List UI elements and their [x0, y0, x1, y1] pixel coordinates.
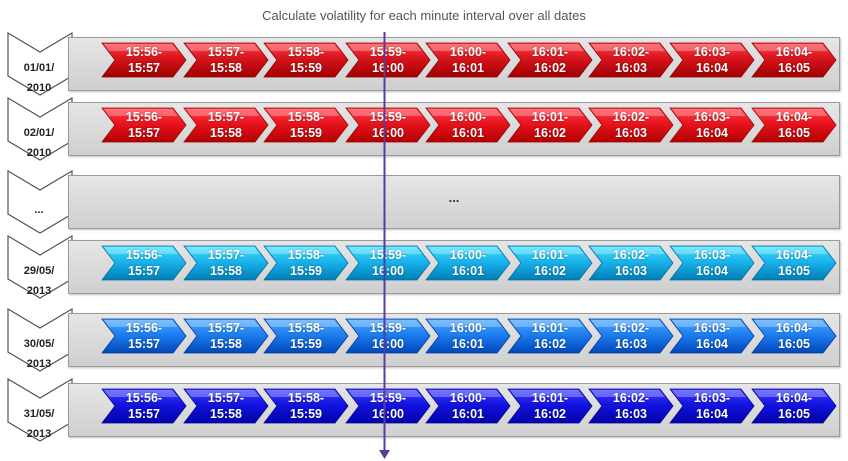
interval-arrow [751, 318, 837, 354]
interval-end: 16:05 [778, 407, 810, 421]
interval-start: 15:59- [369, 110, 407, 124]
interval-label [263, 390, 349, 422]
interval-start: 15:56- [125, 391, 163, 405]
interval-arrow [101, 388, 187, 424]
interval-start: 16:00- [449, 45, 487, 59]
interval-start: 16:02- [612, 45, 650, 59]
interval-arrow [183, 42, 269, 78]
interval-arrow [669, 318, 755, 354]
interval-arrow [588, 42, 674, 78]
interval-end: 16:04 [696, 407, 728, 421]
interval-start: 16:01- [531, 391, 569, 405]
interval-label [588, 320, 674, 352]
date-row [0, 378, 848, 443]
interval-start: 15:56- [125, 45, 163, 59]
interval-arrow [588, 388, 674, 424]
interval-end: 15:59 [290, 61, 322, 75]
interval-arrow [101, 42, 187, 78]
interval-start: 16:04- [775, 110, 813, 124]
ellipsis-text: ... [448, 190, 460, 205]
interval-end: 16:04 [696, 61, 728, 75]
interval-arrow [507, 245, 593, 281]
interval-end: 16:02 [534, 337, 566, 351]
interval-start: 16:03- [693, 110, 731, 124]
interval-start: 16:00- [449, 248, 487, 262]
interval-label [751, 390, 837, 422]
interval-arrow [263, 107, 349, 143]
interval-start: 16:00- [449, 321, 487, 335]
interval-end: 16:00 [372, 264, 404, 278]
interval-label [183, 320, 269, 352]
interval-arrow [751, 42, 837, 78]
interval-start: 16:03- [693, 248, 731, 262]
interval-start: 15:59- [369, 248, 407, 262]
interval-start: 16:04- [775, 248, 813, 262]
interval-arrow [263, 245, 349, 281]
interval-arrow [101, 245, 187, 281]
interval-label [425, 44, 511, 76]
interval-arrow [669, 107, 755, 143]
interval-start: 15:58- [287, 321, 325, 335]
interval-label [588, 109, 674, 141]
interval-label [425, 247, 511, 279]
interval-arrow [345, 107, 431, 143]
interval-arrow [751, 388, 837, 424]
interval-start: 16:00- [449, 110, 487, 124]
interval-end: 16:00 [372, 126, 404, 140]
interval-arrow [263, 42, 349, 78]
interval-start: 15:59- [369, 391, 407, 405]
interval-label [588, 44, 674, 76]
interval-band [68, 102, 840, 156]
interval-arrow [183, 245, 269, 281]
interval-arrow [751, 107, 837, 143]
interval-label [425, 390, 511, 422]
interval-start: 16:01- [531, 321, 569, 335]
interval-start: 16:02- [612, 110, 650, 124]
interval-end: 16:02 [534, 407, 566, 421]
interval-end: 16:03 [615, 407, 647, 421]
interval-arrow [669, 42, 755, 78]
interval-start: 16:04- [775, 321, 813, 335]
interval-arrow [425, 388, 511, 424]
interval-start: 15:58- [287, 45, 325, 59]
interval-label [101, 247, 187, 279]
interval-label [345, 109, 431, 141]
interval-end: 16:02 [534, 126, 566, 140]
interval-start: 15:58- [287, 391, 325, 405]
interval-arrow [425, 107, 511, 143]
interval-start: 15:57- [207, 110, 245, 124]
date-label-top: 29/05/ [23, 265, 55, 277]
interval-end: 15:59 [290, 126, 322, 140]
date-label-top: 02/01/ [23, 127, 55, 139]
interval-arrow [263, 318, 349, 354]
interval-label [669, 44, 755, 76]
interval-start: 16:03- [693, 321, 731, 335]
date-label-top: 31/05/ [23, 408, 55, 420]
interval-end: 16:01 [452, 61, 484, 75]
interval-label [101, 390, 187, 422]
interval-label [101, 320, 187, 352]
interval-arrow [101, 318, 187, 354]
interval-start: 15:57- [207, 391, 245, 405]
interval-band [68, 383, 840, 437]
interval-start: 15:56- [125, 110, 163, 124]
interval-band [68, 313, 840, 367]
interval-end: 16:05 [778, 61, 810, 75]
date-row [0, 32, 848, 97]
interval-start: 15:57- [207, 248, 245, 262]
interval-end: 15:59 [290, 407, 322, 421]
interval-arrow [183, 318, 269, 354]
interval-arrow [507, 388, 593, 424]
interval-arrow [669, 388, 755, 424]
interval-end: 16:03 [615, 337, 647, 351]
interval-end: 16:01 [452, 407, 484, 421]
interval-start: 16:02- [612, 391, 650, 405]
interval-label [183, 44, 269, 76]
interval-start: 16:03- [693, 391, 731, 405]
interval-start: 15:56- [125, 248, 163, 262]
date-label-top: 01/01/ [23, 62, 55, 74]
interval-label [263, 44, 349, 76]
interval-start: 15:56- [125, 321, 163, 335]
interval-arrow [425, 318, 511, 354]
date-row [0, 97, 848, 162]
interval-label [345, 390, 431, 422]
date-label-bottom: 2010 [26, 147, 52, 159]
interval-end: 16:04 [696, 264, 728, 278]
interval-label [669, 247, 755, 279]
interval-end: 15:57 [128, 126, 160, 140]
date-row [0, 170, 848, 235]
interval-arrow [507, 42, 593, 78]
interval-label [507, 320, 593, 352]
interval-arrow [345, 42, 431, 78]
interval-start: 15:59- [369, 45, 407, 59]
interval-start: 16:01- [531, 45, 569, 59]
interval-label [507, 390, 593, 422]
interval-arrow [263, 388, 349, 424]
interval-start: 16:04- [775, 391, 813, 405]
interval-arrow [751, 245, 837, 281]
interval-end: 15:58 [210, 61, 242, 75]
interval-end: 16:00 [372, 337, 404, 351]
interval-arrow [101, 107, 187, 143]
interval-end: 15:58 [210, 407, 242, 421]
interval-label [588, 247, 674, 279]
date-row [0, 308, 848, 373]
interval-label [751, 247, 837, 279]
interval-end: 16:03 [615, 264, 647, 278]
date-row [0, 235, 848, 300]
interval-end: 15:57 [128, 407, 160, 421]
interval-label [101, 44, 187, 76]
interval-end: 16:03 [615, 126, 647, 140]
interval-arrow [183, 388, 269, 424]
interval-label [101, 109, 187, 141]
interval-start: 16:01- [531, 110, 569, 124]
interval-arrow [345, 245, 431, 281]
interval-label [507, 109, 593, 141]
interval-end: 16:01 [452, 337, 484, 351]
interval-label [183, 109, 269, 141]
interval-start: 16:00- [449, 391, 487, 405]
interval-label [345, 320, 431, 352]
interval-end: 16:02 [534, 264, 566, 278]
interval-band [68, 37, 840, 91]
interval-band [68, 240, 840, 294]
date-label-bottom: 2013 [26, 428, 52, 440]
interval-end: 16:05 [778, 264, 810, 278]
interval-start: 16:01- [531, 248, 569, 262]
interval-label [751, 44, 837, 76]
interval-start: 15:58- [287, 110, 325, 124]
interval-end: 15:58 [210, 264, 242, 278]
interval-end: 15:59 [290, 337, 322, 351]
interval-end: 15:57 [128, 264, 160, 278]
date-label-bottom: 2010 [26, 82, 52, 94]
interval-end: 16:01 [452, 126, 484, 140]
interval-end: 16:05 [778, 337, 810, 351]
interval-end: 16:03 [615, 61, 647, 75]
interval-arrow [425, 42, 511, 78]
interval-start: 16:02- [612, 248, 650, 262]
interval-start: 16:04- [775, 45, 813, 59]
interval-arrow [345, 388, 431, 424]
interval-arrow [507, 318, 593, 354]
interval-arrow [183, 107, 269, 143]
interval-end: 15:57 [128, 61, 160, 75]
interval-start: 15:57- [207, 45, 245, 59]
interval-arrow [669, 245, 755, 281]
interval-label [669, 320, 755, 352]
interval-arrow [588, 245, 674, 281]
interval-end: 16:00 [372, 407, 404, 421]
interval-end: 15:59 [290, 264, 322, 278]
interval-label [263, 109, 349, 141]
date-label-bottom: 2013 [26, 285, 52, 297]
interval-start: 15:57- [207, 321, 245, 335]
interval-end: 15:58 [210, 126, 242, 140]
interval-label [263, 247, 349, 279]
interval-arrow [425, 245, 511, 281]
interval-start: 15:58- [287, 248, 325, 262]
interval-arrow [588, 318, 674, 354]
interval-arrow [345, 318, 431, 354]
interval-label [425, 320, 511, 352]
diagram-caption: Calculate volatility for each minute interval over all dates [262, 8, 586, 23]
interval-start: 16:03- [693, 45, 731, 59]
interval-label [183, 247, 269, 279]
interval-label [507, 44, 593, 76]
interval-arrow [588, 107, 674, 143]
interval-label [507, 247, 593, 279]
interval-label [588, 390, 674, 422]
interval-end: 16:04 [696, 337, 728, 351]
interval-end: 16:01 [452, 264, 484, 278]
interval-label [751, 320, 837, 352]
interval-start: 16:02- [612, 321, 650, 335]
interval-label [425, 109, 511, 141]
interval-label [345, 44, 431, 76]
interval-end: 15:58 [210, 337, 242, 351]
interval-end: 15:57 [128, 337, 160, 351]
interval-band [68, 175, 840, 229]
interval-end: 16:04 [696, 126, 728, 140]
interval-label [751, 109, 837, 141]
interval-label [183, 390, 269, 422]
date-label-top: 30/05/ [23, 338, 55, 350]
interval-end: 16:00 [372, 61, 404, 75]
interval-start: 15:59- [369, 321, 407, 335]
interval-label [669, 109, 755, 141]
interval-end: 16:05 [778, 126, 810, 140]
interval-label [669, 390, 755, 422]
date-label-top: ... [34, 204, 44, 216]
interval-end: 16:02 [534, 61, 566, 75]
interval-arrow [507, 107, 593, 143]
date-label-bottom: 2013 [26, 358, 52, 370]
interval-label [263, 320, 349, 352]
interval-label [345, 247, 431, 279]
